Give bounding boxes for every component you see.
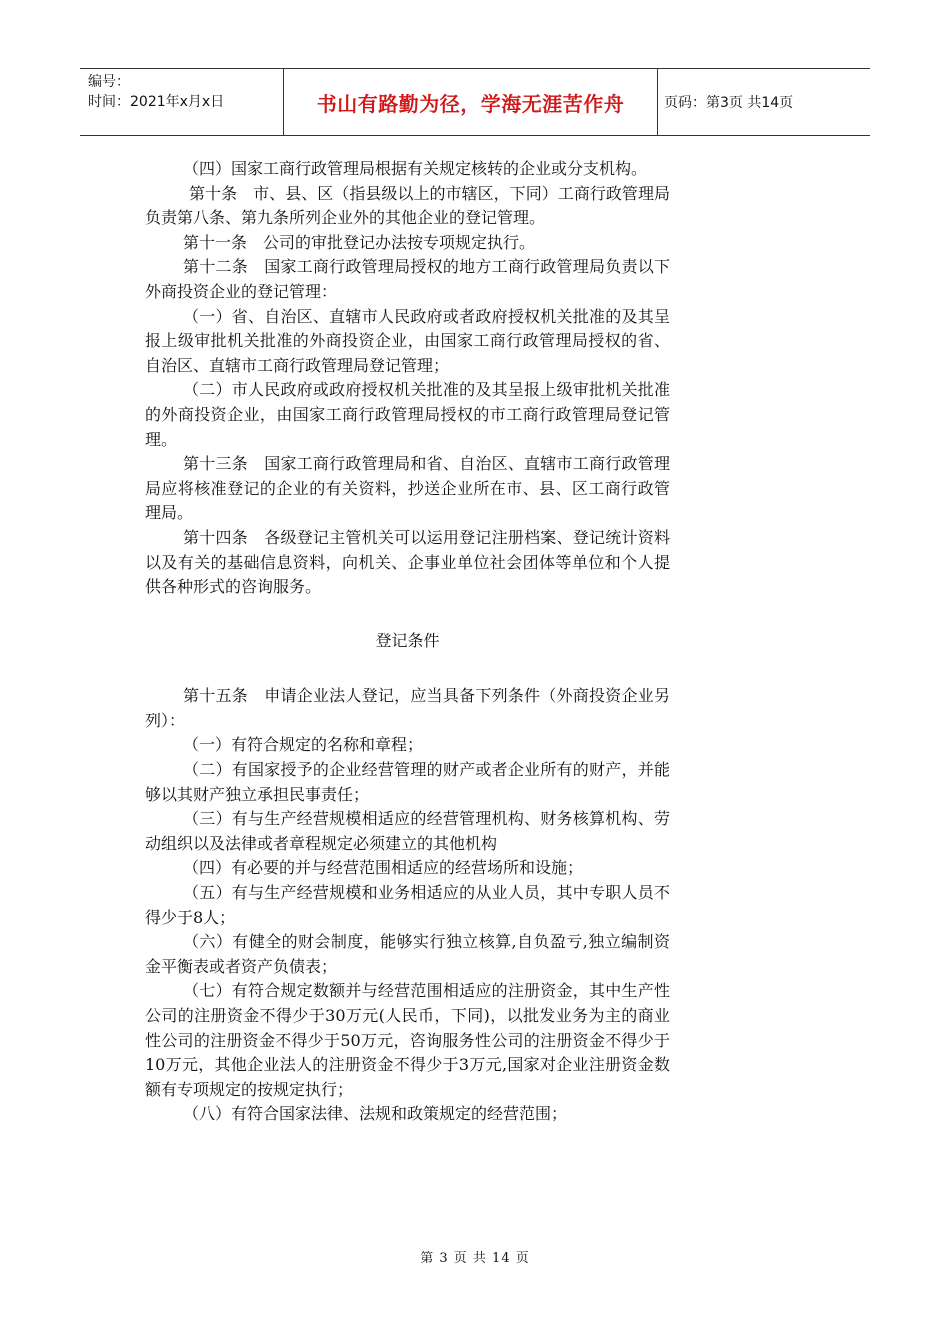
paragraph: （一）有符合规定的名称和章程；	[183, 735, 424, 755]
paragraph: 第十一条 公司的审批登记办法按专项规定执行。	[183, 232, 536, 252]
section-heading: 登记条件	[375, 630, 440, 650]
header-page-number: 页码：第3页 共14页	[664, 95, 794, 111]
document-header	[80, 68, 870, 136]
paragraph: 第十五条 申请企业法人登记，应当具备下列条件（外商投资企业另列）：	[145, 686, 670, 730]
paragraph: 第十二条 国家工商行政管理局授权的地方工商行政管理局负责以下外商投资企业的登记管理：	[145, 257, 670, 301]
paragraph: （四）有必要的并与经营范围相适应的经营场所和设施；	[183, 858, 584, 878]
header-meta	[80, 69, 283, 135]
paragraph: 第十四条 各级登记主管机关可以运用登记注册档案、登记统计资料以及有关的基础信息资料，向机关、企事业单位社会团体等单位和个人提供各种形式的咨询服务。	[145, 527, 670, 597]
paragraph: （四）国家工商行政管理局根据有关规定核转的企业或分支机构。	[183, 159, 648, 178]
paragraph: （二）有国家授予的企业经营管理的财产或者企业所有的财产，并能够以其财产独立承担民事责任；	[145, 760, 670, 804]
paragraph: 第十三条 国家工商行政管理局和省、自治区、直辖市工商行政管理局应将核准登记的企业的有关资料，抄送企业所在市、县、区工商行政管理局。	[145, 454, 670, 523]
paragraph: （七）有符合规定数额并与经营范围相适应的注册资金，其中生产性公司的注册资金不得少于30万元(人民币，下同)，以批发业务为主的商业性公司的注册资金不得少于50万元，咨询服务性公司的注册资金不得少于10万元，其他企业法人的注册资金不得少于3万元,国家对企业注册资金数额有专项规定的按规定执行；	[145, 981, 670, 1099]
page-footer: 第 3 页 共 14 页	[420, 1251, 530, 1266]
paragraph: （二）市人民政府或政府授权机关批准的及其呈报上级审批机关批准的外商投资企业，由国家工商行政管理局授权的市工商行政管理局登记管理。	[145, 380, 670, 449]
header-motto: 书山有路勤为径，学海无涯苦作舟	[316, 91, 625, 116]
paragraph: 第十条 市、县、区（指县级以上的市辖区，下同）工商行政管理局负责第八条、第九条所列企业外的其他企业的登记管理。	[145, 183, 670, 228]
paragraph: （一）省、自治区、直辖市人民政府或者政府授权机关批准的及其呈报上级审批机关批准的外商投资企业，由国家工商行政管理局授权的省、自治区、直辖市工商行政管理局登记管理；	[145, 306, 670, 375]
paragraph: （三）有与生产经营规模相适应的经营管理机构、财务核算机构、劳动组织以及法律或者章程规定必须建立的其他机构	[145, 809, 670, 853]
header-motto-cell	[283, 69, 658, 135]
header-page-cell	[658, 69, 870, 135]
paragraph: （八）有符合国家法律、法规和政策规定的经营范围；	[183, 1104, 568, 1124]
paragraph: （六）有健全的财会制度，能够实行独立核算,自负盈亏,独立编制资金平衡表或者资产负债表；	[145, 932, 670, 976]
document-number: 编号：	[88, 74, 130, 90]
document-body	[145, 157, 670, 1127]
document-date: 时间：2021年x月x日	[88, 94, 225, 110]
paragraph: （五）有与生产经营规模和业务相适应的从业人员，其中专职人员不得少于8人；	[145, 883, 670, 927]
